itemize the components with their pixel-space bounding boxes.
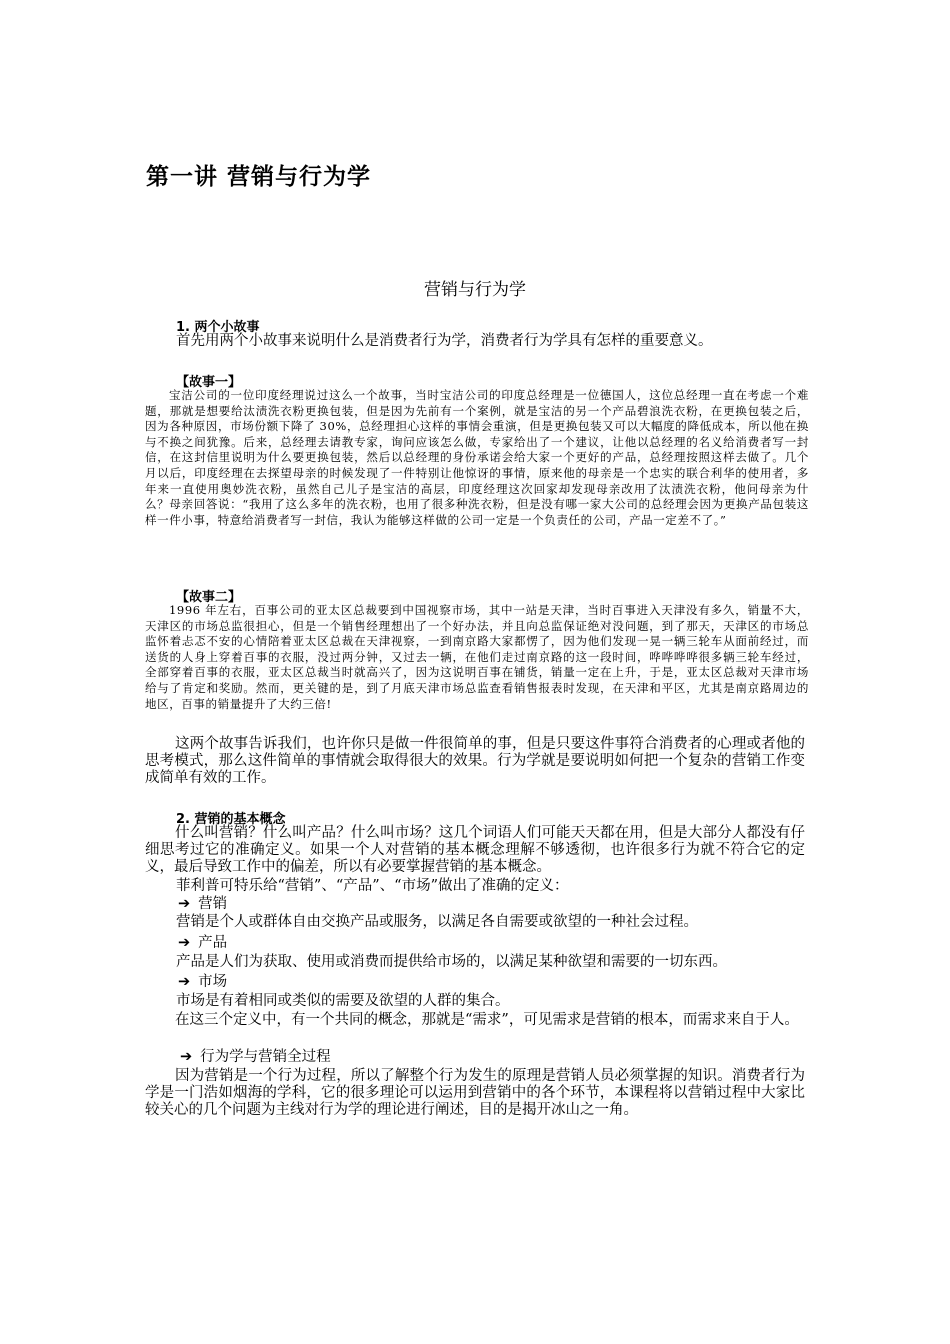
page-title: 营销与行为学 bbox=[424, 280, 526, 300]
section1-heading: 1. 两个小故事 bbox=[176, 320, 260, 335]
story2-body: 1996 年左右，百事公司的亚太区总裁要到中国视察市场，其中一站是天津，当时百事进入天津没有多久，销量不大，天津区的市场总监很担心，但是一个销售经理想出了一个好办法，并且向总监保证绝对没问题，到了那天，天津区的市场总监怀着忐忑不安的心情陪着亚太区总裁在天津视察，一到南京路大家都愣了，因为他们发现一晃一辆三轮车从面前经过，而送货的人身上穿着百事的衣服，没过两分钟，又过去一辆，在他们走过南京路的这一段时间，哗哗哗哗很多辆三轮车经过，全部穿着百事的衣服，亚太区总裁当时就高兴了，因为这说明百事在铺货，销量一定在上升，于是，亚太区总裁对天津市场给与了肯定和奖励。然而，更关键的是，到了月底天津市场总监查看销售报表时发现，在天津和平区，尤其是南京路周边的地区，百事的销量提升了大约三倍! bbox=[145, 603, 809, 711]
section2-heading: 2. 营销的基本概念 bbox=[176, 812, 286, 827]
definition-label: 市场 bbox=[198, 974, 228, 990]
definition-item-product bbox=[178, 935, 227, 952]
definition-item-market bbox=[178, 974, 227, 991]
definition-item-marketing bbox=[178, 896, 227, 913]
arrow-right-icon: ➔ bbox=[178, 974, 191, 990]
section2-paragraph-2: 菲利普可特乐给“营销”、“产品”、“市场”做出了准确的定义： bbox=[176, 878, 569, 894]
definition-label: 营销 bbox=[198, 896, 228, 912]
section1-intro: 首先用两个小故事来说明什么是消费者行为学，消费者行为学具有怎样的重要意义。 bbox=[176, 333, 713, 349]
section2-paragraph-1: 什么叫营销？什么叫产品？什么叫市场？这几个词语人们可能天天都在用，但是大部分人都没有仔细思考过它的准确定义。如果一个人对营销的基本概念理解不够透彻，也许很多行为就不符合它的定义，最后导致工作中的偏差，所以有必要掌握营销的基本概念。 bbox=[145, 825, 805, 875]
lecture-title: 第一讲 营销与行为学 bbox=[146, 164, 372, 190]
definition-label: 行为学与营销全过程 bbox=[200, 1049, 331, 1065]
definition-text-market: 市场是有着相同或类似的需要及欲望的人群的集合。 bbox=[176, 993, 510, 1009]
arrow-right-icon: ➔ bbox=[178, 896, 191, 912]
story1-heading: 【故事一】 bbox=[176, 375, 242, 390]
summary-paragraph: 这两个故事告诉我们，也许你只是做一件很简单的事，但是只要这件事符合消费者的心理或者他的思考模式，那么这件简单的事情就会取得很大的效果。行为学就是要说明如何把一个复杂的营销工作变成简单有效的工作。 bbox=[145, 736, 805, 786]
definition-text-product: 产品是人们为获取、使用或消费而提供给市场的，以满足某种欲望和需要的一切东西。 bbox=[176, 954, 727, 970]
definition-text-marketing: 营销是个人或群体自由交换产品或服务，以满足各自需要或欲望的一种社会过程。 bbox=[176, 914, 698, 930]
arrow-right-icon: ➔ bbox=[180, 1049, 193, 1065]
arrow-right-icon: ➔ bbox=[178, 935, 191, 951]
section2-paragraph-3: 在这三个定义中，有一个共同的概念，那就是“需求”，可见需求是营销的根本，而需求来自于人。 bbox=[175, 1012, 799, 1028]
story2-heading: 【故事二】 bbox=[176, 590, 242, 605]
story1-body: 宝洁公司的一位印度经理说过这么一个故事，当时宝洁公司的印度总经理是一位德国人，这位总经理一直在考虑一个难题，那就是想要给汰渍洗衣粉更换包装，但是因为先前有一个案例，就是宝洁的另一个产品碧浪洗衣粉，在更换包装之后，因为各种原因，市场份额下降了 30%，总经理担心这样的事情会重演，但是更换包装又可以大幅度的降低成本，所以他在换与不换之间犹豫。后来，总经理去请教专家，询问应该怎么做，专家给出了一个建议，让他以总经理的名义给消费者写一封信，在这封信里说明为什么要更换包装，然后以总经理的身份承诺会给大家一个更好的产品，总经理按照这样去做了。几个月以后，印度经理在去探望母亲的时候发现了一件特别让他惊讶的事情，原来他的母亲是一个忠实的联合利华的使用者，多年来一直使用奥妙洗衣粉，虽然自己儿子是宝洁的高层，印度经理这次回家却发现母亲改用了汰渍洗衣粉，他问母亲为什么？母亲回答说：“我用了这么多年的洗衣粉，也用了很多种洗衣粉，但是没有哪一家大公司的总经理会因为更换产品包装这样一件小事，特意给消费者写一封信，我认为能够这样做的公司一定是一个负责任的公司，产品一定差不了。” bbox=[145, 388, 809, 527]
section2-paragraph-4: 因为营销是一个行为过程，所以了解整个行为发生的原理是营销人员必须掌握的知识。消费者行为学是一门浩如烟海的学科，它的很多理论可以运用到营销中的各个环节，本课程将以营销过程中大家比较关心的几个问题为主线对行为学的理论进行阐述，目的是揭开冰山之一角。 bbox=[145, 1068, 805, 1118]
definition-label: 产品 bbox=[198, 935, 228, 951]
definition-item-behavior bbox=[180, 1049, 331, 1066]
